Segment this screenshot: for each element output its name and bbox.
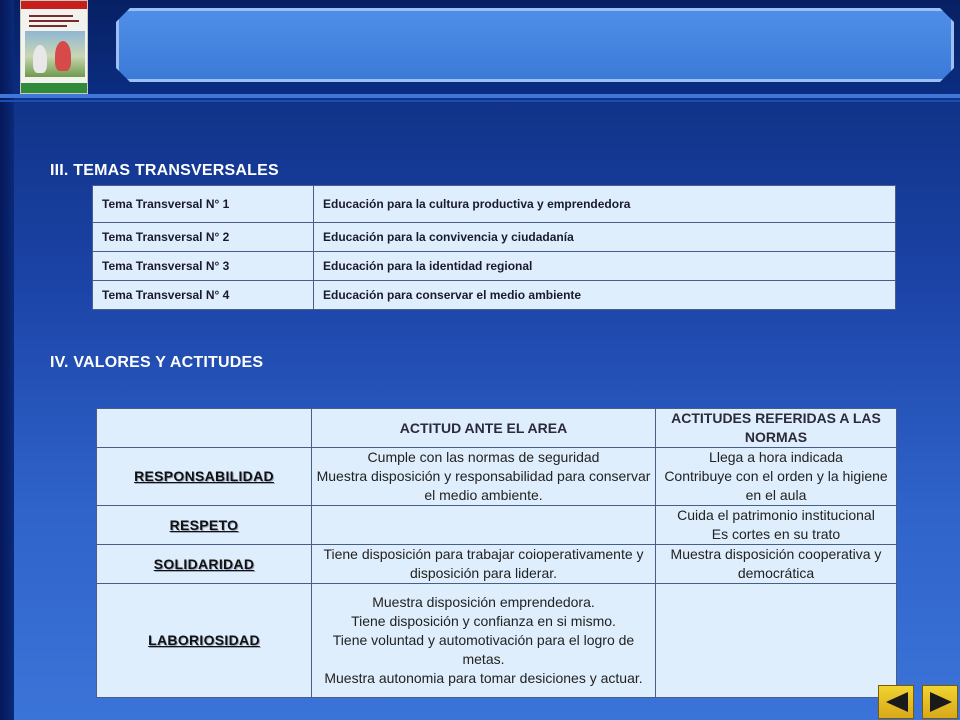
previous-slide-button[interactable] xyxy=(878,685,914,719)
logo-figure xyxy=(33,45,47,73)
area-line: Muestra disposición emprendedora. xyxy=(372,594,595,610)
header-divider xyxy=(0,94,960,98)
value-name: RESPETO xyxy=(169,516,239,533)
tema-label: Tema Transversal N° 1 xyxy=(93,186,314,223)
header-cell-empty xyxy=(97,409,312,448)
norms-line: Es cortes en su trato xyxy=(711,526,841,542)
section-title-temas-transversales: III. TEMAS TRANSVERSALES xyxy=(50,162,279,179)
table-header-row xyxy=(97,409,897,448)
area-cell xyxy=(312,506,656,545)
norms-line: Cuida el patrimonio institucional xyxy=(677,507,875,523)
tema-value: Educación para conservar el medio ambiente xyxy=(314,281,896,310)
temas-transversales-table xyxy=(92,185,896,310)
area-line: Tiene voluntad y automotivación para el logro de metas. xyxy=(332,632,635,667)
value-label xyxy=(97,506,312,545)
norms-line: Muestra disposición cooperativa y democrática xyxy=(670,546,882,581)
norms-cell xyxy=(656,448,897,506)
header-actitudes-normas: ACTITUDES REFERIDAS A LAS NORMAS xyxy=(656,409,897,448)
norms-cell xyxy=(656,584,897,698)
norms-line: Contribuye con el orden y la higiene en el aula xyxy=(664,468,888,503)
curriculum-cover-logo xyxy=(20,0,88,94)
logo-line xyxy=(29,15,73,17)
next-slide-button[interactable] xyxy=(922,685,958,719)
area-line: Cumple con las normas de seguridad xyxy=(367,449,600,465)
logo-figure xyxy=(55,41,71,71)
area-line: Muestra autonomia para tomar desiciones y actuar. xyxy=(324,670,643,686)
table-row xyxy=(97,448,897,506)
value-name: RESPONSABILIDAD xyxy=(134,468,274,484)
logo-footer xyxy=(21,83,87,93)
header-divider-thin xyxy=(0,100,960,102)
title-panel xyxy=(116,8,954,82)
table-row xyxy=(97,584,897,698)
table-row xyxy=(93,281,896,310)
area-line: Tiene disposición para trabajar coioperativamente y disposición para liderar. xyxy=(323,546,644,581)
value-label xyxy=(97,584,312,698)
logo-photo xyxy=(25,31,85,77)
tema-value: Educación para la convivencia y ciudadanía xyxy=(314,223,896,252)
norms-line: Llega a hora indicada xyxy=(709,449,843,465)
triangle-right-icon xyxy=(928,690,954,714)
table-row xyxy=(93,223,896,252)
triangle-left-icon xyxy=(884,690,910,714)
table-row xyxy=(93,252,896,281)
norms-cell xyxy=(656,506,897,545)
logo-ribbon xyxy=(21,1,87,9)
value-label xyxy=(97,545,312,584)
header-actitud-area: ACTITUD ANTE EL AREA xyxy=(312,409,656,448)
area-line: Tiene disposición y confianza en si mismo. xyxy=(351,613,616,629)
logo-line xyxy=(29,25,67,27)
tema-value: Educación para la identidad regional xyxy=(314,252,896,281)
area-cell xyxy=(312,545,656,584)
table-row xyxy=(93,186,896,223)
area-cell xyxy=(312,448,656,506)
valores-actitudes-table xyxy=(96,408,897,698)
tema-label: Tema Transversal N° 3 xyxy=(93,252,314,281)
value-name: SOLIDARIDAD xyxy=(153,555,255,572)
tema-value: Educación para la cultura productiva y emprendedora xyxy=(314,186,896,223)
value-label xyxy=(97,448,312,506)
norms-cell xyxy=(656,545,897,584)
area-line: Muestra disposición y responsabilidad para conservar el medio ambiente. xyxy=(316,468,651,503)
section-title-valores-actitudes: IV. VALORES Y ACTITUDES xyxy=(50,354,264,371)
value-name: LABORIOSIDAD xyxy=(148,632,260,648)
tema-label: Tema Transversal N° 4 xyxy=(93,281,314,310)
logo-line xyxy=(29,20,79,22)
tema-label: Tema Transversal N° 2 xyxy=(93,223,314,252)
table-row xyxy=(97,545,897,584)
area-cell xyxy=(312,584,656,698)
left-edge-strip xyxy=(0,0,14,720)
table-row xyxy=(97,506,897,545)
